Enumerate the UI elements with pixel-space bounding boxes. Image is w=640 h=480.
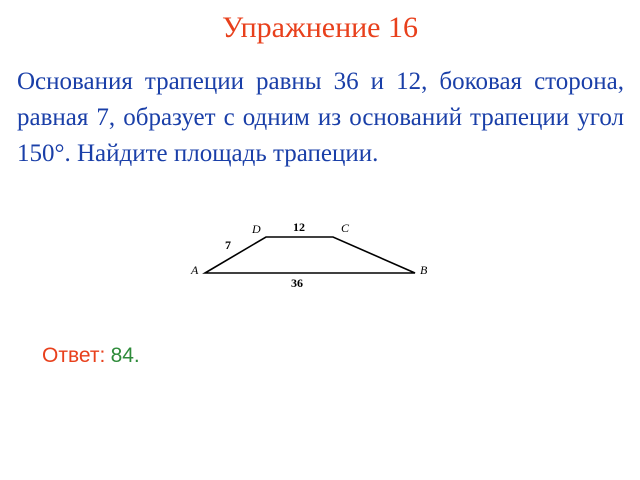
bottom-base-label: 36	[291, 276, 303, 290]
left-side-label: 7	[225, 238, 231, 252]
slide-title: Упражнение 16	[222, 11, 418, 44]
trapezoid-figure	[185, 212, 445, 297]
answer-label: Ответ:	[42, 344, 106, 367]
vertex-label-a: A	[191, 263, 199, 277]
answer-value: 84.	[110, 344, 140, 367]
vertex-label-d: D	[252, 222, 261, 236]
answer-line	[42, 340, 140, 371]
vertex-label-c: C	[341, 221, 350, 235]
trapezoid-shape	[205, 237, 415, 273]
top-base-label: 12	[293, 220, 305, 234]
vertex-label-b: B	[420, 263, 428, 277]
problem-text: Основания трапеции равны 36 и 12, боковая сторона, равная 7, образует с одним из оснований трапеции угол 150°. Найдите площадь трапеции.	[17, 68, 624, 167]
